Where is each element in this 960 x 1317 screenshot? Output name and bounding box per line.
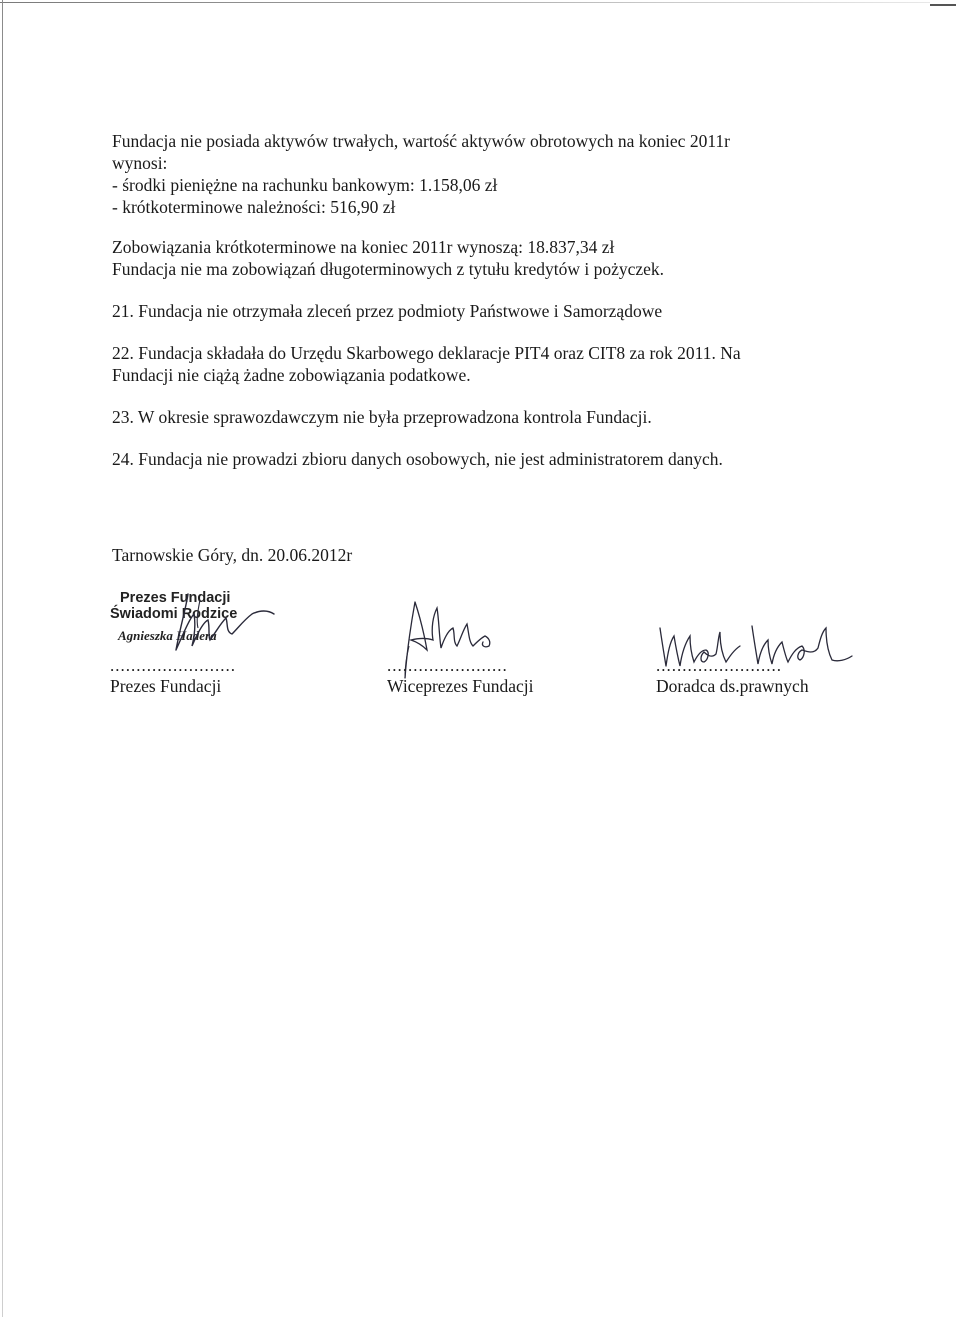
stamp-line-2: Świadomi Rodzice (110, 606, 238, 622)
item-22-line-1: 22. Fundacja składała do Urzędu Skarbowego deklaracje PIT4 oraz CIT8 za rok 2011. Na (112, 343, 741, 363)
short-term-liabilities: Zobowiązania krótkoterminowe na koniec 2011r wynoszą: 18.837,34 zł (112, 237, 615, 257)
president-signature-line: ........................ (110, 656, 236, 675)
president-role: Prezes Fundacji (110, 676, 222, 696)
scan-edge-top (0, 2, 930, 3)
cash-line: - środki pieniężne na rachunku bankowym: 1.158,06 zł (112, 175, 498, 195)
scan-edge-left (2, 0, 3, 1317)
president-signature (140, 588, 280, 658)
item-24: 24. Fundacja nie prowadzi zbioru danych osobowych, nie jest administratorem danych. (112, 449, 723, 469)
legal-advisor-role: Doradca ds.prawnych (656, 676, 809, 696)
receivables-line: - krótkoterminowe należności: 516,90 zł (112, 197, 396, 217)
signature-block-legal-advisor (656, 590, 866, 700)
assets-line-1: Fundacja nie posiada aktywów trwałych, wartość aktywów obrotowych na koniec 2011r (112, 131, 731, 151)
place-and-date: Tarnowskie Góry, dn. 20.06.2012r (112, 545, 353, 565)
vice-president-signature-line: ....................... (387, 656, 508, 675)
legal-advisor-signature-line: ........................ (656, 656, 782, 675)
signature-block-vice-president (387, 590, 587, 700)
document-body (112, 130, 812, 470)
long-term-liabilities: Fundacja nie ma zobowiązań długoterminowych z tytułu kredytów i pożyczek. (112, 259, 665, 279)
signature-block-president (110, 590, 310, 700)
stamp-line-3: Agnieszka Hadera (118, 628, 217, 643)
stamp-line-1: Prezes Fundacji (120, 590, 231, 606)
scan-edge-mark (930, 4, 956, 6)
vice-president-role: Wiceprezes Fundacji (387, 676, 534, 696)
assets-line-2: wynosi: (112, 153, 168, 173)
item-22-line-2: Fundacji nie ciążą żadne zobowiązania podatkowe. (112, 365, 471, 385)
item-23: 23. W okresie sprawozdawczym nie była przeprowadzona kontrola Fundacji. (112, 407, 652, 427)
item-21: 21. Fundacja nie otrzymała zleceń przez podmioty Państwowe i Samorządowe (112, 301, 663, 321)
